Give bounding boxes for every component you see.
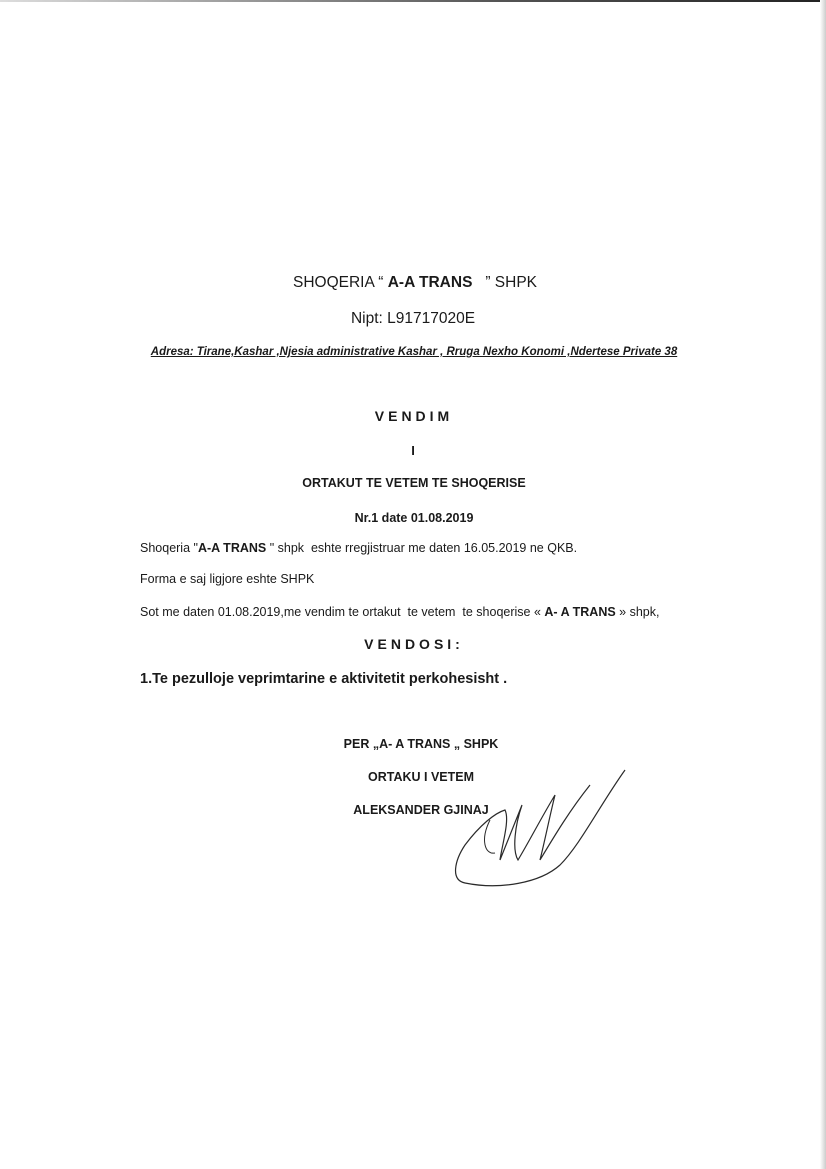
company-name: A-A TRANS [197, 541, 267, 555]
handwritten-signature [440, 765, 640, 890]
text: Shoqeria " [140, 541, 198, 555]
signature-role: ORTAKU I VETEM [367, 770, 475, 784]
decided-heading: VENDOSI: [364, 636, 464, 652]
body-line-2: Forma e saj ligjore eshte SHPK [140, 572, 315, 586]
body-line-1 [140, 541, 577, 555]
scan-top-edge [0, 0, 826, 2]
body-line-3 [140, 605, 659, 619]
address: Adresa: Tirane,Kashar ,Njesia administrative Kashar , Rruga Nexho Konomi ,Ndertese Private 38 [150, 346, 678, 358]
decision-heading: VENDIM [374, 408, 454, 424]
company-name: A- A TRANS [544, 605, 616, 619]
text: » shpk, [615, 605, 660, 619]
decision-subheading: ORTAKUT TE VETEM TE SHOQERISE [302, 476, 526, 490]
title-suffix: ” SHPK [472, 274, 538, 291]
scan-right-edge [820, 0, 826, 1169]
decision-point-1: 1.Te pezulloje veprimtarine e aktivitetit perkohesisht . [140, 671, 508, 687]
nipt: Nipt: L91717020E [350, 310, 476, 327]
text: Sot me daten 01.08.2019,me vendim te ortakut te vetem te shoqerise « [140, 605, 545, 619]
decision-number: Nr.1 date 01.08.2019 [354, 511, 474, 525]
signature-name: ALEKSANDER GJINAJ [353, 803, 489, 817]
text: " shpk eshte rregjistruar me daten 16.05.2019 ne QKB. [266, 541, 578, 555]
signature-company: PER „A- A TRANS „ SHPK [343, 737, 499, 751]
decision-roman: I [411, 443, 415, 458]
company-name: A-A TRANS [387, 274, 473, 291]
company-title [0, 274, 826, 292]
title-prefix: SHOQERIA “ [292, 274, 388, 291]
